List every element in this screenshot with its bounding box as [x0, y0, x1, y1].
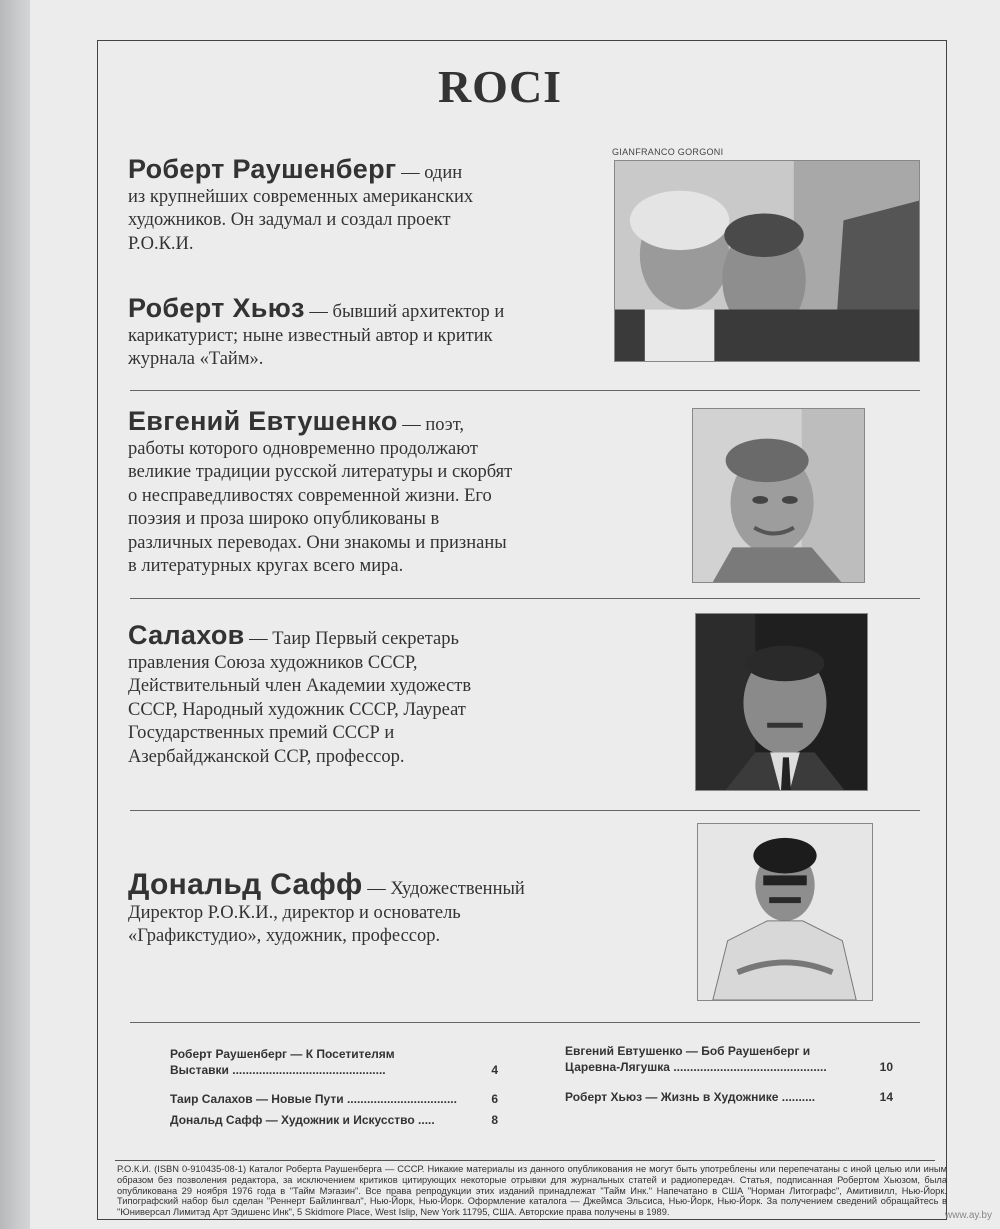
toc-entry[interactable]: Евгений Евтушенко — Боб Раушенберг и Царевна-Лягушка .............................................. 10 — [565, 1044, 893, 1074]
bio-yevtushenko: Евгений Евтушенко — поэт, работы которого одновременно продолжают великие традиции русской литературы и скорбят о несправедливостях современной жизни. Его поэзия и проза широко опубликованы в различных переводах. Они знакомы и признаны в литературных кругах всего мира. — [128, 406, 513, 576]
bio-hughes: Роберт Хьюз — бывший архитектор и карикатурист; ныне известный автор и критик журнала «Тайм». — [128, 293, 505, 369]
toc-entry[interactable]: Дональд Сафф — Художник и Искусство ..... 8 — [170, 1113, 498, 1127]
toc-entry[interactable]: Роберт Раушенберг — К Посетителям Выставки .............................................. 4 — [170, 1047, 498, 1077]
toc-entry[interactable]: Роберт Хьюз — Жизнь в Художнике .......... 14 — [565, 1090, 893, 1104]
bio-rauschenberg: Роберт Раушенберг — один из крупнейших современных американских художников. Он задумал и создал проект Р.О.К.И. — [128, 154, 474, 254]
photo-salakhov — [695, 613, 868, 791]
bio-name: Дональд Сафф — [128, 868, 363, 901]
toc-entry[interactable]: Таир Салахов — Новые Пути ................................. 6 — [170, 1092, 498, 1106]
photo-yevtushenko — [692, 408, 865, 583]
section-divider — [130, 598, 920, 599]
photo-credit: GIANFRANCO GORGONI — [612, 147, 724, 157]
toc-page-number: 10 — [879, 1060, 893, 1074]
toc-page-number: 14 — [879, 1090, 893, 1104]
watermark: www.ay.by — [944, 1210, 992, 1221]
bio-salakhov: Салахов — Таир Первый секретарь правления Союза художников СССР, Действительный член Академии художеств СССР, Народный художник СССР, Лауреат Государственных премий СССР и Азербайджанской ССР, профессор. — [128, 620, 472, 767]
bio-name: Евгений Евтушенко — [128, 406, 398, 436]
page-title: ROCI — [437, 61, 563, 112]
photo-rauschenberg-hughes — [614, 160, 920, 362]
section-divider — [130, 390, 920, 391]
bio-name: Салахов — [128, 620, 245, 650]
toc-page-number: 6 — [491, 1092, 498, 1106]
toc-page-number: 8 — [491, 1113, 498, 1127]
imprint-divider — [115, 1160, 935, 1161]
imprint-text: Р.О.К.И. (ISBN 0-910435-08-1) Каталог Роберта Раушенберга — СССР. Никакие материалы из данного опубликования не могут быть употреблены или перепечатаны с иной целью или иным образом без позволения редактора, за исключением критиков цитирующих некоторые отрывки для журнальных статей и радиопередач. Статья, подписанная Робертом Хьюзом, была опубликована 29 ноября 1976 года в "Тайм Мэгазин". Все права репродукции этих изданий принадлежат "Тайм Инк." Напечатано в США "Норман Литографс", Амитивилл, Нью-Йорк. Типографский набор был сделан "Реннерт Байлингвал", Нью-Йорк, Нью-Йорк. Оформление каталога — Джеймса Эльсиса, Нью-Йорк, Нью-Йорк. За получением сведений обращайтесь в "Юниверсал Лимитэд Арт Эдишенс Инк", 5 Skidmore Place, West Islip, New York 11795, США. Авторские права получены в 1989. — [117, 1164, 947, 1218]
photo-saff — [697, 823, 873, 1001]
section-divider — [130, 1022, 920, 1023]
bio-saff: Дональд Сафф — Художественный Директор Р.О.К.И., директор и основатель «Графикстудио», художник, профессор. — [128, 868, 525, 946]
section-divider — [130, 810, 920, 811]
bio-name: Роберт Раушенберг — [128, 154, 397, 184]
bio-name: Роберт Хьюз — [128, 293, 305, 323]
toc-page-number: 4 — [491, 1063, 498, 1077]
